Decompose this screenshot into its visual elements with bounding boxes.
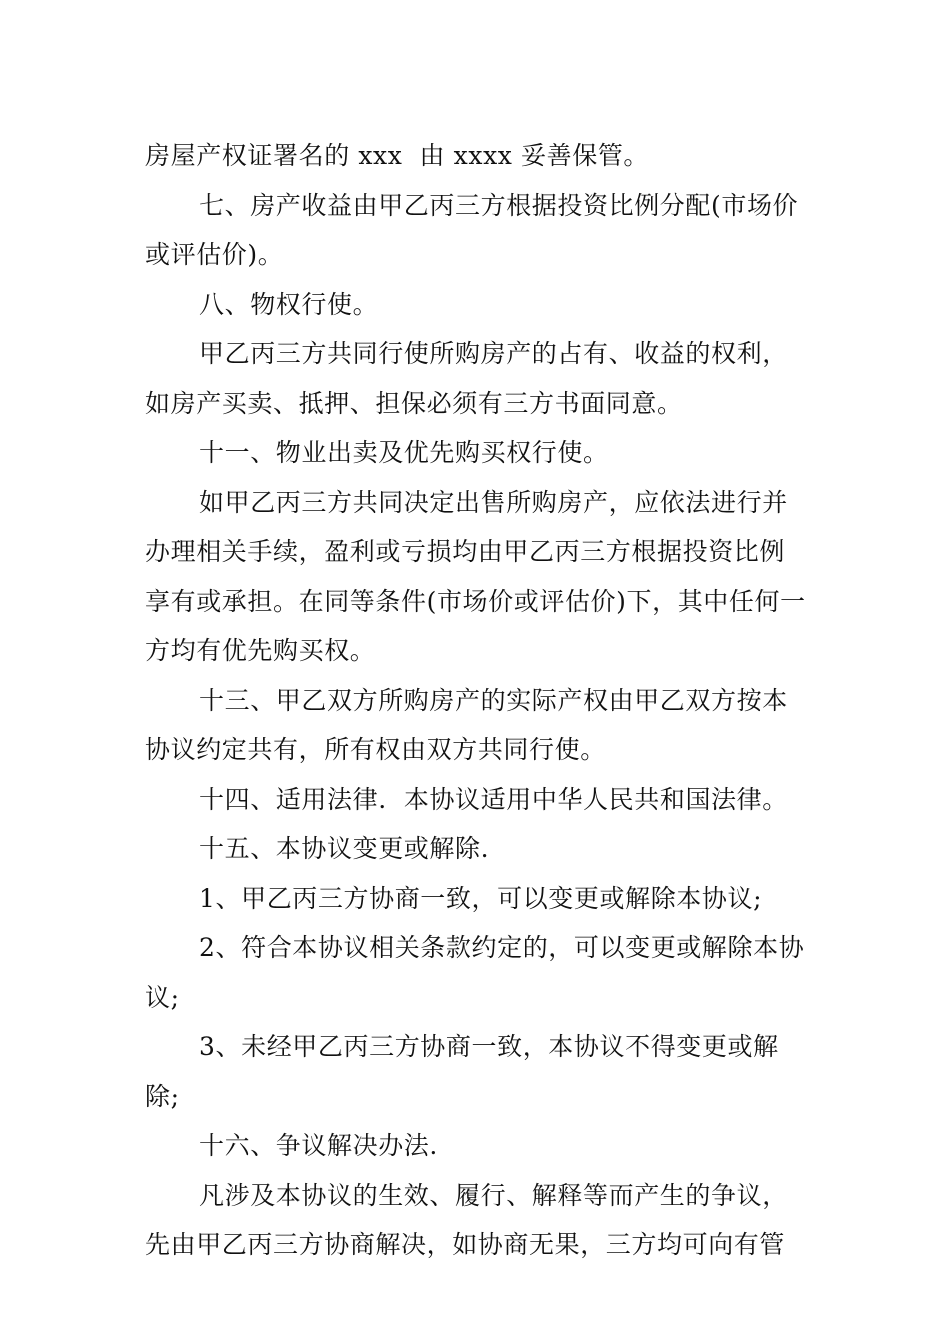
paragraph-clause-15-heading: 十五、本协议变更或解除. <box>199 834 490 863</box>
paragraph-clause-13: 十三、甲乙双方所购房产的实际产权由甲乙双方按本协议约定共有，所有权由双方共同行使。 <box>145 685 788 764</box>
paragraph-1: 房屋产权证署名的 xxx 由 xxxx 妥善保管。 <box>145 141 650 170</box>
paragraph-clause-8-heading: 八、物权行使。 <box>199 289 379 319</box>
document-body <box>145 131 810 1270</box>
paragraph-clause-8-body: 甲乙丙三方共同行使所购房产的占有、收益的权利，如房产买卖、抵押、担保必须有三方书面同意。 <box>145 339 788 418</box>
paragraph-clause-11-heading: 十一、物业出卖及优先购买权行使。 <box>199 438 609 467</box>
paragraph-clause-15-item-1: 1、甲乙丙三方协商一致，可以变更或解除本协议; <box>199 883 763 913</box>
paragraph-clause-16-heading: 十六、争议解决办法. <box>199 1131 438 1160</box>
paragraph-clause-11-body: 如甲乙丙三方共同决定出售所购房产，应依法进行并办理相关手续，盈利或亏损均由甲乙丙三方根据投资比例享有或承担。在同等条件(市场价或评估价)下，其中任何一方均有优先购买权。 <box>145 487 806 665</box>
paragraph-clause-7: 七、房产收益由甲乙丙三方根据投资比例分配(市场价或评估价)。 <box>145 190 799 269</box>
paragraph-clause-14: 十四、适用法律. 本协议适用中华人民共和国法律。 <box>199 784 788 814</box>
paragraph-clause-15-item-3: 3、未经甲乙丙三方协商一致，本协议不得变更或解除; <box>145 1032 779 1111</box>
paragraph-clause-16-body: 凡涉及本协议的生效、履行、解释等而产生的争议，先由甲乙丙三方协商解决，如协商无果，三方均可向有管 <box>145 1180 788 1259</box>
paragraph-clause-15-item-2: 2、符合本协议相关条款约定的，可以变更或解除本协议; <box>145 933 805 1012</box>
